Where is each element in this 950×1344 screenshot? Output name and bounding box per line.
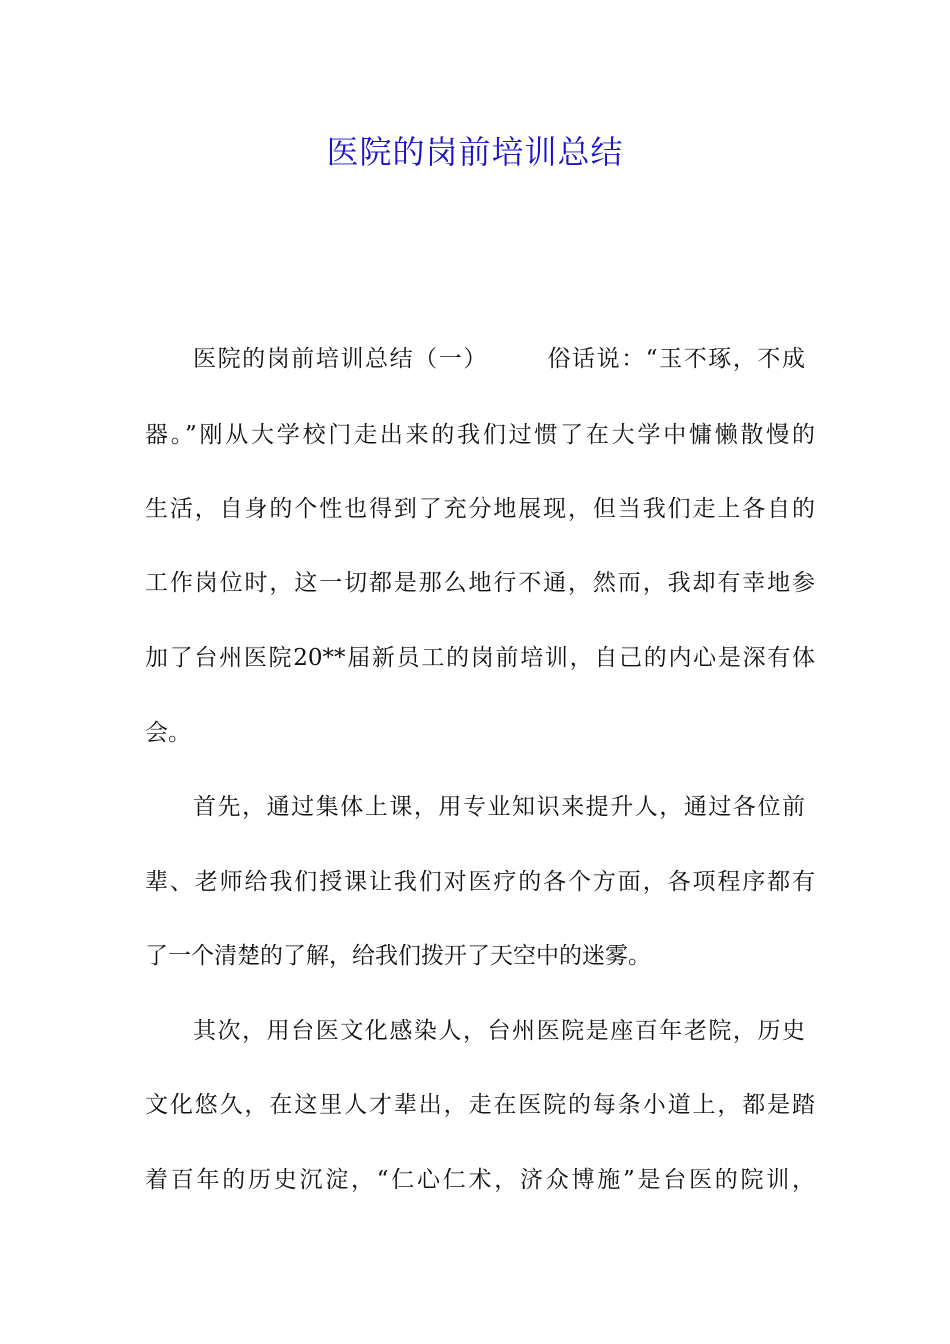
paragraph-3-line-2: 文化悠久，在这里人才辈出，走在医院的每条小道上，都是踏 [145, 1092, 815, 1118]
paragraph-2-line-1: 首先，通过集体上课，用专业知识来提升人，通过各位前 [193, 794, 805, 820]
paragraph-3-line-1: 其次，用台医文化感染人，台州医院是座百年老院，历史 [193, 1018, 805, 1044]
paragraph-1-line-3: 生活，自身的个性也得到了充分地展现，但当我们走上各自的 [145, 496, 815, 522]
section-subtitle: 医院的岗前培训总结（一） [193, 346, 488, 372]
paragraph-1-line-1 [193, 339, 805, 379]
paragraph-1-line-4: 工作岗位时，这一切都是那么地行不通，然而，我却有幸地参 [145, 570, 815, 596]
paragraph-2-line-3: 了一个清楚的了解，给我们拨开了天空中的迷雾。 [145, 943, 651, 969]
paragraph-3-line-3: 着百年的历史沉淀，“仁心仁术，济众博施”是台医的院训， [145, 1167, 815, 1193]
paragraph-1-line-6: 会。 [145, 720, 191, 746]
paragraph-1-line-2: 器。”刚从大学校门走出来的我们过惯了在大学中慵懒散慢的 [145, 422, 815, 448]
paragraph-1-line-1-text: 俗话说：“玉不琢，不成 [545, 346, 805, 372]
document-title: 医院的岗前培训总结 [326, 133, 624, 171]
paragraph-2-line-2: 辈、老师给我们授课让我们对医疗的各个方面，各项程序都有 [145, 869, 815, 895]
paragraph-1-line-5: 加了台州医院20**届新员工的岗前培训，自己的内心是深有体 [145, 645, 815, 671]
